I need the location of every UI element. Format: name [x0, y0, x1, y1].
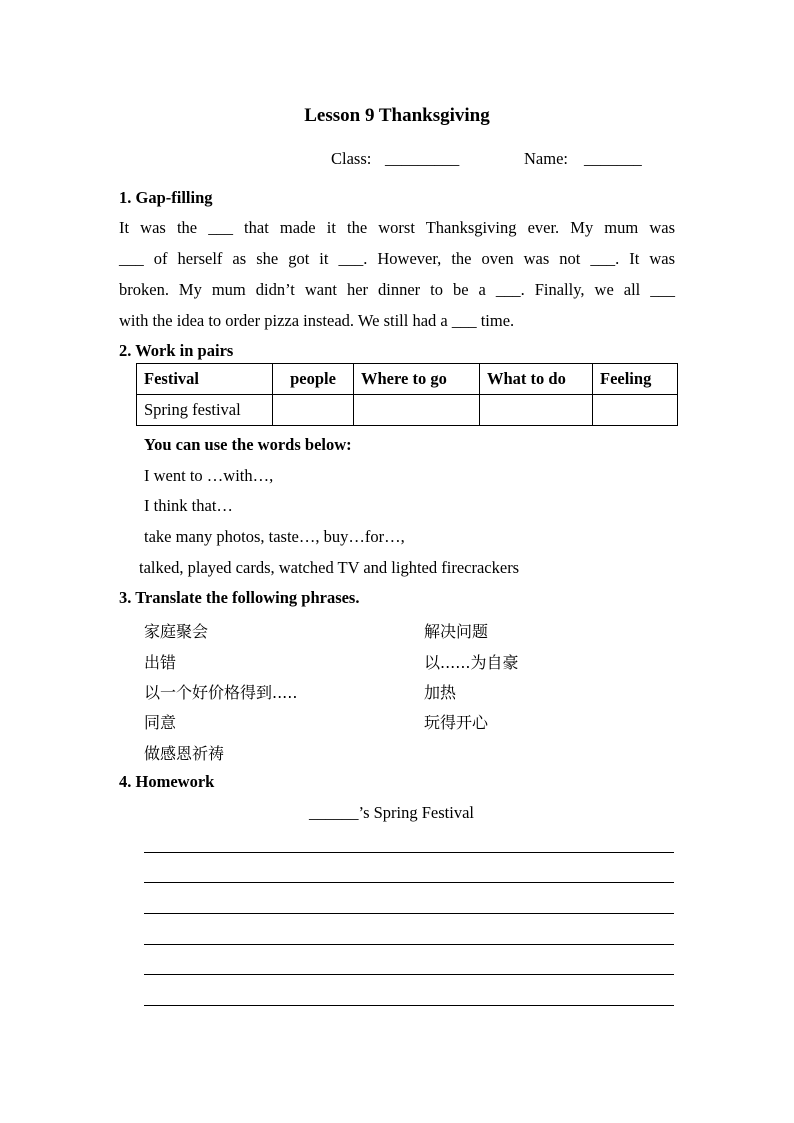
hint-line: take many photos, taste…, buy…for…,	[144, 527, 405, 546]
section-4-heading: 4. Homework	[119, 772, 215, 791]
writing-line[interactable]	[144, 882, 674, 883]
table-header-row	[137, 364, 678, 395]
hint-line: talked, played cards, watched TV and lighted firecrackers	[139, 558, 520, 577]
table-row	[137, 395, 678, 426]
homework-title: ______’s Spring Festival	[309, 803, 475, 822]
table-header-where: Where to go	[354, 364, 480, 395]
table-cell[interactable]	[480, 395, 593, 426]
table-header-festival: Festival	[137, 364, 273, 395]
writing-line[interactable]	[144, 913, 674, 914]
table-cell[interactable]	[273, 395, 354, 426]
phrase-item: 做感恩祈祷	[144, 744, 225, 763]
gap-filling-line: ___ of herself as she got it ___. However, the oven was not ___. It was	[119, 249, 675, 268]
section-2-heading: 2. Work in pairs	[119, 341, 234, 360]
table-cell[interactable]	[593, 395, 678, 426]
phrase-item: 家庭聚会	[144, 622, 209, 641]
table-header-feeling: Feeling	[593, 364, 678, 395]
page-title: Lesson 9 Thanksgiving	[304, 105, 490, 126]
table-header-people: people	[273, 364, 354, 395]
class-blank[interactable]: _________	[385, 149, 460, 168]
gap-filling-paragraph	[119, 212, 675, 336]
phrase-item: 玩得开心	[424, 713, 489, 732]
table-cell: Spring festival	[137, 395, 273, 426]
name-blank[interactable]: _______	[584, 149, 642, 168]
table-cell[interactable]	[354, 395, 480, 426]
phrase-item: 同意	[144, 713, 177, 732]
writing-line[interactable]	[144, 852, 674, 853]
gap-filling-line: It was the ___ that made it the worst Thanksgiving ever. My mum was	[119, 218, 675, 237]
phrase-item: 解决问题	[424, 622, 489, 641]
section-3-heading: 3. Translate the following phrases.	[119, 588, 360, 607]
phrase-item: 以一个好价格得到.....	[144, 683, 298, 702]
name-label: Name:	[524, 149, 568, 168]
phrase-item: 加热	[424, 683, 457, 702]
phrase-item: 出错	[144, 653, 177, 672]
pairs-table	[136, 363, 678, 426]
phrase-item: 以......为自豪	[424, 653, 519, 672]
hint-heading: You can use the words below:	[144, 435, 352, 454]
class-label: Class:	[331, 149, 372, 168]
hint-line: I went to …with…,	[144, 466, 274, 485]
gap-filling-line: broken. My mum didn’t want her dinner to be a ___. Finally, we all ___	[119, 280, 675, 299]
hint-line: I think that…	[144, 496, 233, 515]
gap-filling-line: with the idea to order pizza instead. We still had a ___ time.	[119, 311, 515, 330]
writing-line[interactable]	[144, 944, 674, 945]
section-1-heading: 1. Gap-filling	[119, 188, 213, 207]
table-header-what: What to do	[480, 364, 593, 395]
writing-line[interactable]	[144, 1005, 674, 1006]
writing-line[interactable]	[144, 974, 674, 975]
